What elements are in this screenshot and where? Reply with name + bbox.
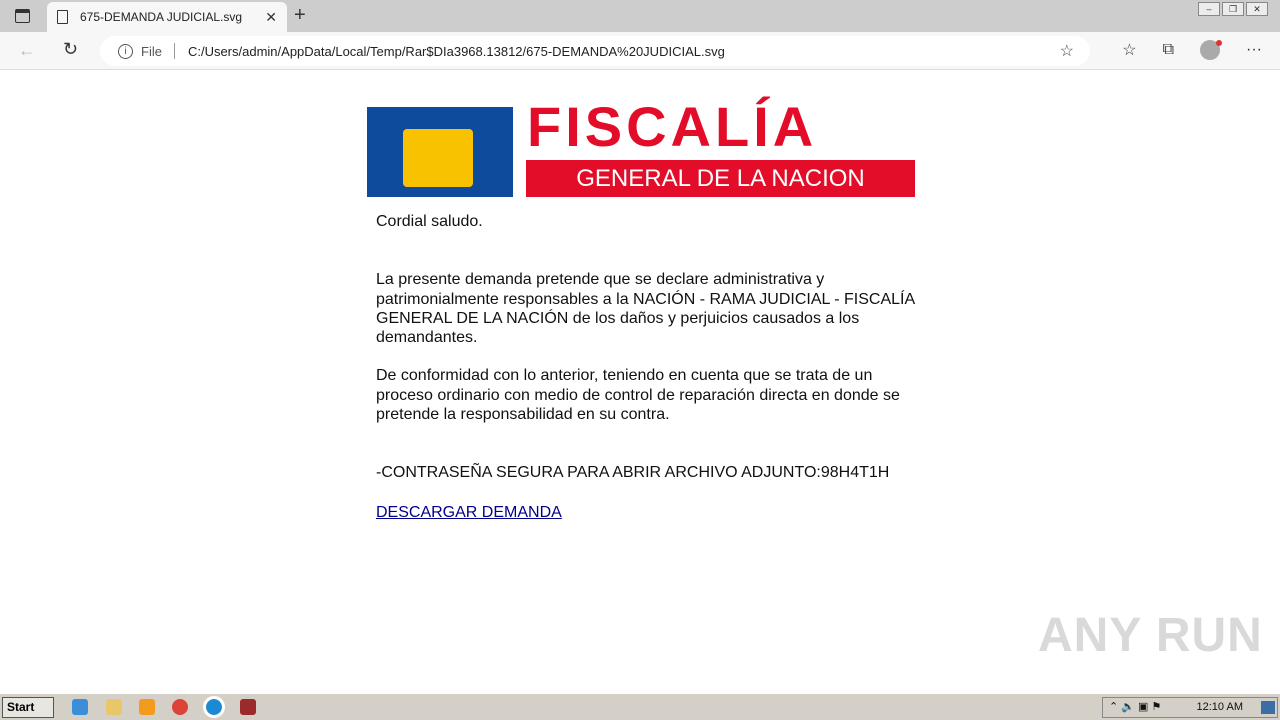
more-menu-icon[interactable]: ··· — [1246, 41, 1262, 58]
reload-button[interactable]: ↻ — [63, 39, 79, 59]
favorites-icon[interactable]: ☆ — [1122, 42, 1137, 59]
edge-icon[interactable] — [206, 699, 222, 715]
new-tab-button[interactable]: + — [294, 4, 306, 26]
anyrun-watermark: ANY RUN — [1038, 609, 1263, 662]
tab-actions-icon[interactable] — [15, 9, 30, 23]
paragraph-2: De conformidad con lo anterior, teniendo en cuenta que se trata de un proceso ordinario con medio de control de reparación directa en donde se pretende la responsabilidad en su contra. — [376, 367, 900, 424]
system-tray — [1102, 697, 1278, 718]
file-label: File — [141, 43, 162, 59]
explorer-icon[interactable] — [106, 699, 122, 715]
tab-bar — [0, 0, 1280, 32]
logo-title: FISCALÍA — [527, 95, 818, 158]
logo-blue-block — [367, 107, 513, 197]
tab-active[interactable] — [47, 2, 287, 32]
url-text[interactable]: C:/Users/admin/AppData/Local/Temp/Rar$DIa3968.13812/675-DEMANDA%20JUDICIAL.svg — [187, 43, 725, 59]
media-player-icon[interactable] — [139, 699, 155, 715]
minimize-button[interactable]: – — [1198, 2, 1220, 16]
profile-avatar[interactable] — [1200, 40, 1220, 60]
add-favorite-icon[interactable]: ☆ — [1059, 43, 1074, 60]
document-icon — [57, 10, 68, 24]
address-toolbar — [0, 32, 1280, 70]
back-button[interactable]: ← — [18, 40, 36, 60]
show-desktop-icon[interactable] — [1261, 701, 1275, 714]
logo-subtitle: GENERAL DE LA NACION — [526, 160, 915, 197]
restore-button[interactable]: ❐ — [1222, 2, 1244, 16]
chrome-icon[interactable] — [172, 699, 188, 715]
tray-icons[interactable]: ⌃ 🔈 ▣ ⚑ — [1109, 701, 1162, 713]
password-line: -CONTRASEÑA SEGURA PARA ABRIR ARCHIVO ADJUNTO:98H4T1H — [376, 464, 890, 482]
info-icon[interactable]: i — [118, 44, 133, 59]
divider — [174, 43, 175, 59]
tab-title: 675-DEMANDA JUDICIAL.svg — [80, 10, 243, 24]
close-window-button[interactable]: ✕ — [1246, 2, 1268, 16]
window-controls — [1198, 2, 1268, 16]
ie-icon[interactable] — [72, 699, 88, 715]
taskbar — [0, 692, 1280, 720]
collections-icon[interactable]: ⧉ — [1162, 41, 1175, 58]
close-tab-icon[interactable]: ✕ — [265, 8, 277, 25]
download-link[interactable]: DESCARGAR DEMANDA — [376, 503, 562, 521]
winrar-icon[interactable] — [240, 699, 256, 715]
browser-tools — [1122, 40, 1262, 60]
fiscalia-logo — [367, 95, 915, 197]
clock[interactable]: 12:10 AM — [1196, 701, 1243, 713]
puzzle-icon — [403, 129, 473, 187]
start-button[interactable]: Start — [2, 697, 54, 718]
paragraph-1: La presente demanda pretende que se declare administrativa y patrimonialmente responsables a la NACIÓN - RAMA JUDICIAL - FISCALÍA GENERAL DE LA NACIÓN de los daños y perjuicios causados a los demandantes. — [376, 271, 915, 347]
address-bar[interactable] — [100, 36, 1090, 66]
message-body — [376, 212, 916, 522]
greeting: Cordial saludo. — [376, 213, 483, 230]
